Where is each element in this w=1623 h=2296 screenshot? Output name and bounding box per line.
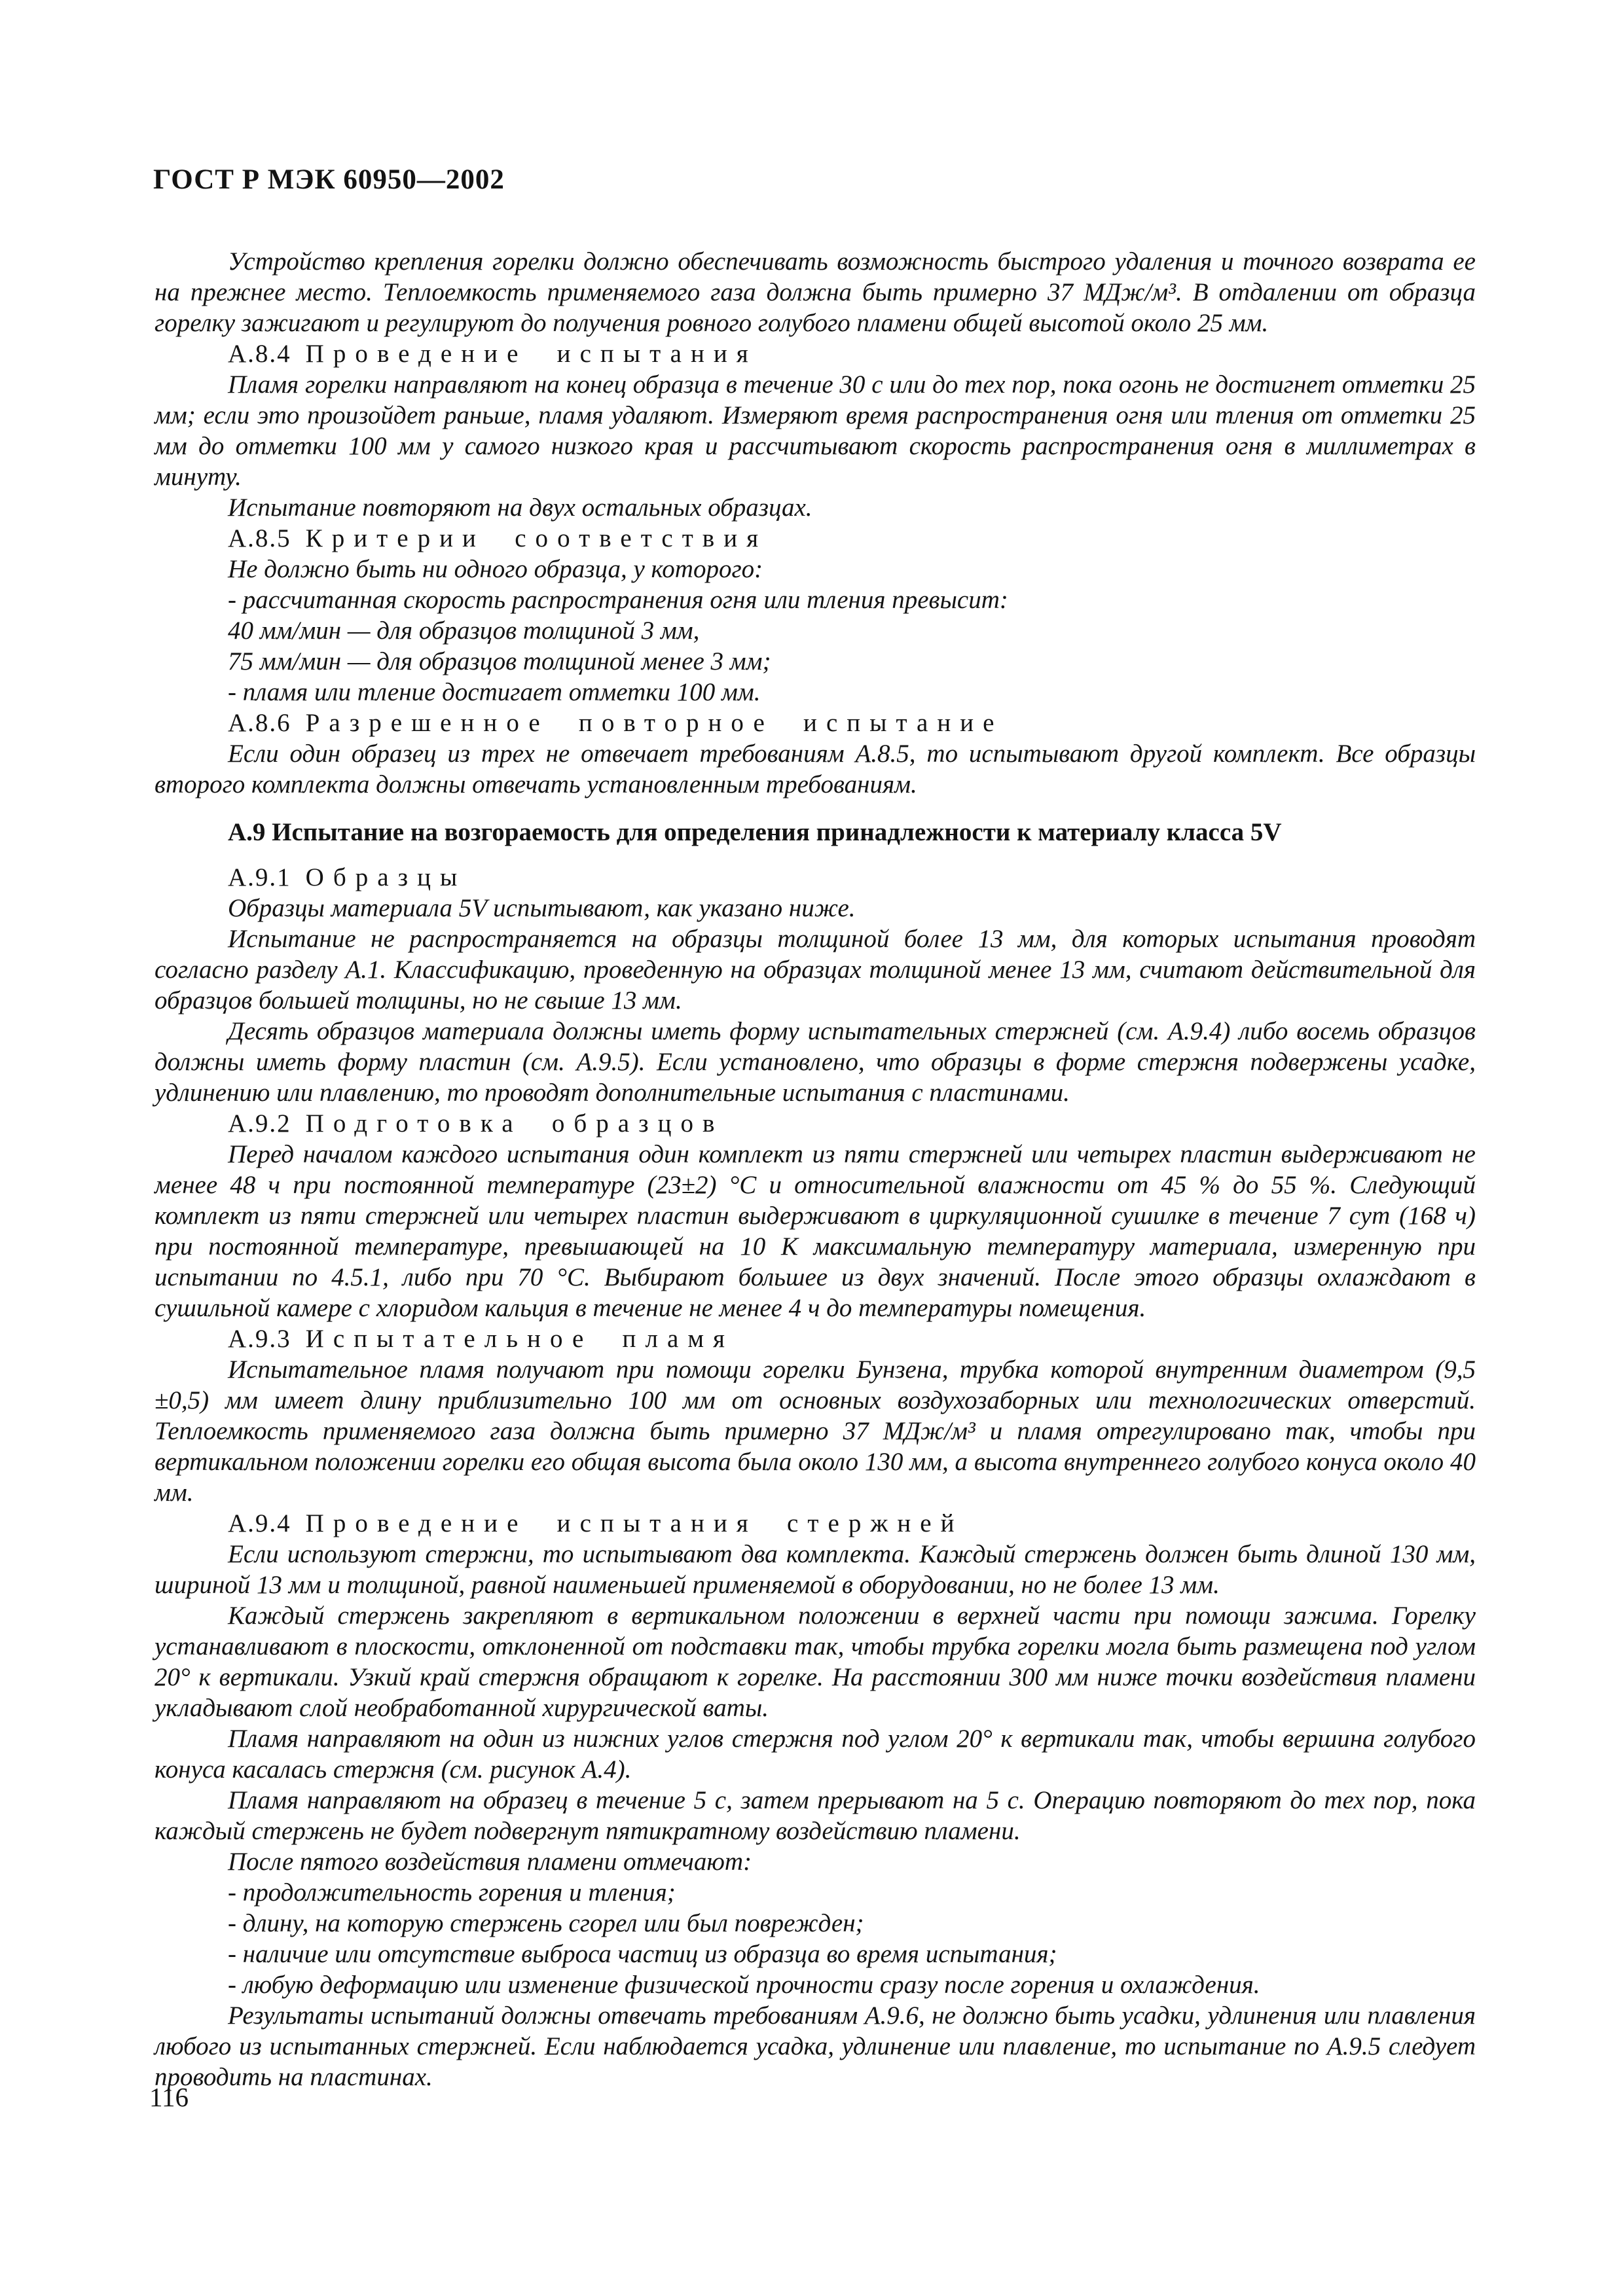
paragraph: Испытание повторяют на двух остальных образцах.: [228, 493, 812, 522]
paragraph: Не должно быть ни одного образца, у которого:: [228, 555, 763, 583]
clause-heading: [155, 1508, 1476, 1539]
clause-title: Подготовка образцов: [305, 1109, 724, 1138]
list-item: 40 мм/мин — для образцов толщиной 3 мм,: [228, 617, 700, 645]
paragraph: Пламя направляют на один из нижних углов стержня под углом 20° к вертикали так, чтобы вершина голубого конуса касалась стержня (см. рисунок А.4).: [155, 1725, 1476, 1784]
list-item: - наличие или отсутствие выброса частиц из образца во время испытания;: [228, 1940, 1057, 1968]
clause-number: А.9.1: [228, 863, 291, 891]
paragraph: Если один образец из трех не отвечает требованиям А.8.5, то испытывают другой комплект. Все образцы второго комплекта должны отвечать установленным требованиям.: [155, 740, 1476, 798]
paragraph: После пятого воздействия пламени отмечают:: [228, 1848, 752, 1876]
list-item: - длину, на которую стержень сгорел или был поврежден;: [228, 1909, 864, 1937]
paragraph: Пламя горелки направляют на конец образца в течение 30 с или до тех пор, пока огонь не достигнет отметки 25 мм; если это произойдет раньше, пламя удаляют. Измеряют время распространения огня или тления от отметки 25 мм до отметки 100 мм у самого низкого края и рассчитывают скорость распространения огня в миллиметрах в минуту.: [155, 370, 1476, 491]
clause-heading: [155, 862, 1476, 893]
paragraph: Результаты испытаний должны отвечать требованиям А.9.6, не должно быть усадки, удлинения или плавления любого из испытанных стержней. Если наблюдается усадка, удлинение или плавление, то испытание по А.9.5 следует проводить на пластинах.: [155, 2001, 1476, 2091]
clause-number: А.8.6: [228, 709, 291, 737]
clause-title: Испытательное пламя: [305, 1325, 735, 1353]
paragraph: Пламя направляют на образец в течение 5 с, затем прерывают на 5 с. Операцию повторяют до тех пор, пока каждый стержень не будет подвергнут пятикратному воздействию пламени.: [155, 1786, 1476, 1845]
list-item: - рассчитанная скорость распространения огня или тления превысит:: [228, 586, 1008, 614]
paragraph: Если используют стержни, то испытывают два комплекта. Каждый стержень должен быть длиной 130 мм, шириной 13 мм и толщиной, равной наименьшей применяемой в оборудовании, но не более 13 мм.: [155, 1540, 1476, 1599]
clause-title: Проведение испытания стержней: [305, 1509, 964, 1537]
list-item: 75 мм/мин — для образцов толщиной менее 3 мм;: [228, 647, 771, 675]
list-item: - любую деформацию или изменение физической прочности сразу после горения и охлаждения.: [228, 1971, 1260, 1999]
paragraph: Испытание не распространяется на образцы толщиной более 13 мм, для которых испытания проводят согласно разделу А.1. Классификацию, проведенную на образцах толщиной менее 13 мм, считают действительной для образцов большей толщины, но не свыше 13 мм.: [155, 925, 1476, 1014]
paragraph: Десять образцов материала должны иметь форму испытательных стержней (см. А.9.4) либо восемь образцов должны иметь форму пластин (см. А.9.5). Если установлено, что образцы в форме стержня подвержены усадке, удлинению или плавлению, то проводят дополнительные испытания с пластинами.: [155, 1017, 1476, 1107]
paragraph: Устройство крепления горелки должно обеспечивать возможность быстрого удаления и точного возврата ее на прежнее место. Теплоемкость применяемого газа должна быть примерно 37 МДж/м³. В отдалении от образца горелку зажигают и регулируют до получения ровного голубого пламени общей высотой около 25 мм.: [155, 247, 1476, 337]
standard-code: ГОСТ Р МЭК 60950—2002: [153, 164, 505, 195]
document-header: [153, 164, 505, 196]
document-body: [155, 246, 1476, 2092]
clause-heading: [155, 708, 1476, 738]
clause-title: Разрешенное повторное испытание: [305, 709, 1004, 737]
clause-heading: [155, 338, 1476, 369]
list-item: - пламя или тление достигает отметки 100 мм.: [228, 678, 761, 706]
clause-heading: [155, 523, 1476, 554]
paragraph: Перед началом каждого испытания один комплект из пяти стержней или четырех пластин выдерживают не менее 48 ч при постоянной температуре (23±2) °С и относительной влажности от 45 % до 55 %. Следующий комплект из пяти стержней или четырех пластин выдерживают в циркуляционной сушилке в течение 7 сут (168 ч) при постоянной температуре, превышающей на 10 К максимальную температуру материала, измеренную при испытании по 4.5.1, либо при 70 °С. Выбирают большее из двух значений. После этого образцы охлаждают в сушильной камере с хлоридом кальция в течение не менее 4 ч до температуры помещения.: [155, 1140, 1476, 1322]
section-heading: А.9 Испытание на возгораемость для определения принадлежности к материалу класса 5V: [228, 818, 1282, 846]
list-item: - продолжительность горения и тления;: [228, 1878, 676, 1907]
clause-title: Образцы: [305, 863, 467, 891]
clause-heading: [155, 1108, 1476, 1139]
clause-number: А.9.4: [228, 1509, 291, 1537]
clause-number: А.8.5: [228, 524, 291, 552]
clause-number: А.9.3: [228, 1325, 291, 1353]
paragraph: Образцы материала 5V испытывают, как указано ниже.: [228, 894, 856, 922]
page-number: 116: [149, 2082, 189, 2112]
paragraph: Каждый стержень закрепляют в вертикальном положении в верхней части при помощи зажима. Горелку устанавливают в плоскости, отклоненной от подставки так, чтобы трубка горелки могла быть размещена под углом 20° к вертикали. Узкий край стержня обращают к горелке. На расстоянии 300 мм ниже точки воздействия пламени укладывают слой необработанной хирургической ваты.: [155, 1602, 1476, 1722]
clause-title: Критерии соответствия: [305, 524, 768, 552]
clause-number: А.9.2: [228, 1109, 291, 1138]
page-footer: [149, 2081, 189, 2113]
clause-number: А.8.4: [228, 340, 291, 368]
clause-title: Проведение испытания: [305, 340, 757, 368]
paragraph: Испытательное пламя получают при помощи горелки Бунзена, трубка которой внутренним диаметром (9,5 ±0,5) мм имеет длину приблизительно 100 мм от основных воздухозаборных или технологических отверстий. Теплоемкость применяемого газа должна быть примерно 37 МДж/м³ и пламя отрегулировано так, чтобы при вертикальном положении горелки его общая высота была около 130 мм, а высота внутреннего голубого конуса около 40 мм.: [155, 1355, 1476, 1507]
clause-heading: [155, 1323, 1476, 1354]
